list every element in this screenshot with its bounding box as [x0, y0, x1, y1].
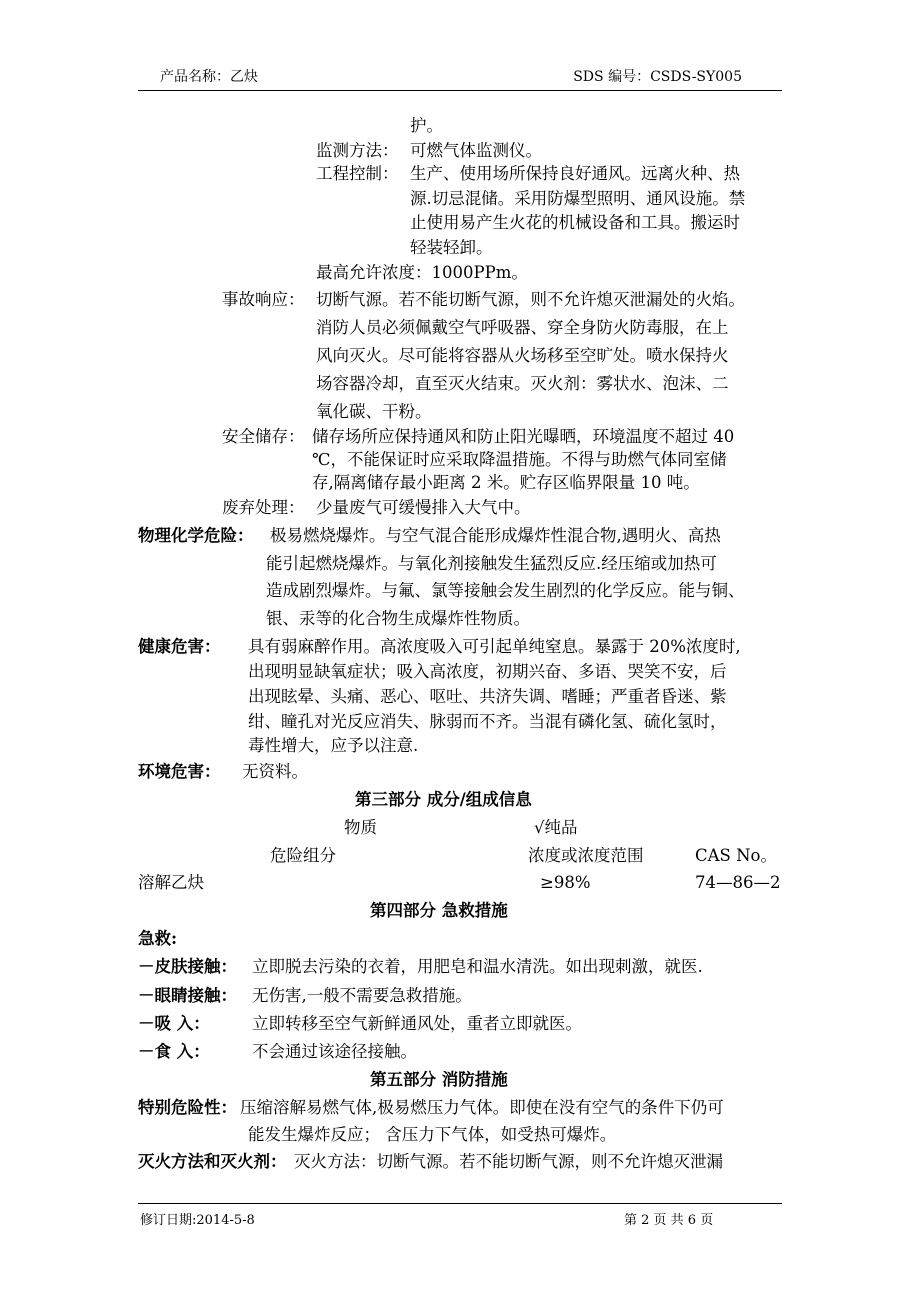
- inhalation-text: 立即转移至空气新鲜通风处，重者立即就医。: [252, 1014, 582, 1033]
- storage-line: ℃，不能保证时应采取降温措施。不得与助燃气体同室储: [312, 450, 727, 469]
- col-cas: CAS No。: [695, 846, 777, 865]
- env-label: 环境危害：: [138, 762, 221, 781]
- physchem-label: 物理化学危险：: [138, 526, 254, 545]
- monitoring-text: 可燃气体监测仪。: [410, 141, 542, 160]
- emergency-line: 切断气源。若不能切断气源，则不允许熄灭泄漏处的火焰。: [316, 290, 745, 309]
- env-text: 无资料。: [242, 762, 308, 781]
- storage-label: 安全储存：: [222, 427, 305, 446]
- part3-title: 第三部分 成分/组成信息: [355, 790, 532, 809]
- footer-revision-date: 修订日期:2014-5-8: [140, 1213, 255, 1228]
- physchem-line: 极易燃烧爆炸。与空气混合能形成爆炸性混合物,遇明火、高热: [270, 526, 721, 545]
- physchem-line: 能引起燃烧爆炸。与氧化剂接触发生猛烈反应.经压缩或加热可: [266, 554, 717, 573]
- fire-method-label: 灭火方法和灭火剂：: [138, 1152, 287, 1171]
- health-line: 出现眩晕、头痛、恶心、呕吐、共济失调、嗜睡；严重者昏迷、紫: [248, 687, 727, 706]
- ingestion-label: －食 入：: [138, 1042, 210, 1061]
- monitoring-label: 监测方法：: [316, 141, 399, 160]
- footer-divider: [138, 1203, 782, 1204]
- substance-value: √纯品: [534, 818, 578, 837]
- emergency-line: 风向灭火。尽可能将容器从火场移至空旷处。喷水保持火: [316, 346, 729, 365]
- engineering-line: 止使用易产生火花的机械设备和工具。搬运时: [410, 213, 740, 232]
- health-line: 毒性增大，应予以注意.: [248, 736, 419, 755]
- header-sds-number: SDS 编号：CSDS-SY005: [573, 69, 742, 85]
- storage-line: 储存场所应保持通风和防止阳光曝晒，环境温度不超过 40: [312, 427, 735, 446]
- row-concentration: ≥98%: [540, 873, 591, 892]
- col-concentration: 浓度或浓度范围: [528, 846, 644, 865]
- physchem-line: 银、汞等的化合物生成爆炸性物质。: [266, 609, 530, 628]
- max-concentration: 最高允许浓度：1000PPm。: [316, 263, 528, 282]
- health-line: 具有弱麻醉作用。高浓度吸入可引起单纯窒息。暴露于 20%浓度时,: [248, 637, 741, 656]
- emergency-label: 事故响应：: [222, 290, 305, 309]
- ingestion-text: 不会通过该途径接触。: [252, 1042, 417, 1061]
- health-line: 出现明显缺氧症状；吸入高浓度，初期兴奋、多语、哭笑不安，后: [248, 662, 727, 681]
- storage-line: 存,隔离储存最小距离 2 米。贮存区临界限量 10 吨。: [312, 473, 700, 492]
- inhalation-label: －吸 入：: [138, 1014, 210, 1033]
- emergency-line: 氧化碳、干粉。: [316, 402, 432, 421]
- engineering-line: 轻装轻卸。: [410, 238, 493, 257]
- skin-contact-text: 立即脱去污染的衣着，用肥皂和温水清洗。如出现刺激，就医.: [252, 957, 703, 976]
- engineering-line: 生产、使用场所保持良好通风。远离火种、热: [410, 164, 740, 183]
- disposal-text: 少量废气可缓慢排入大气中。: [316, 498, 531, 517]
- part5-title: 第五部分 消防措施: [370, 1070, 508, 1089]
- eye-contact-text: 无伤害,一般不需要急救措施。: [252, 986, 472, 1005]
- substance-label: 物质: [344, 818, 377, 837]
- emergency-line: 场容器冷却，直至灭火结束。灭火剂：雾状水、泡沫、二: [316, 374, 729, 393]
- first-aid-label: 急救:: [138, 929, 178, 948]
- protection-continued: 护。: [410, 116, 443, 135]
- footer-page-number: 第 2 页 共 6 页: [624, 1213, 714, 1228]
- health-line: 绀、瞳孔对光反应消失、脉弱而不齐。当混有磷化氢、硫化氢时，: [248, 712, 727, 731]
- disposal-label: 废弃处理：: [222, 498, 305, 517]
- physchem-line: 造成剧烈爆炸。与氟、氯等接触会发生剧烈的化学反应。能与铜、: [266, 581, 745, 600]
- header-divider: [138, 90, 782, 91]
- special-hazard-line: 能发生爆炸反应； 含压力下气体，如受热可爆炸。: [248, 1125, 617, 1144]
- skin-contact-label: －皮肤接触：: [138, 957, 237, 976]
- health-label: 健康危害：: [138, 637, 221, 656]
- row-cas: 74—86—2: [695, 873, 781, 892]
- engineering-label: 工程控制：: [316, 164, 399, 183]
- engineering-line: 源.切忌混储。采用防爆型照明、通风设施。禁: [410, 189, 746, 208]
- header-product-name: 产品名称：乙炔: [160, 69, 258, 85]
- emergency-line: 消防人员必须佩戴空气呼吸器、穿全身防火防毒服，在上: [316, 318, 729, 337]
- special-hazard-line: 压缩溶解易燃气体,极易燃压力气体。即使在没有空气的条件下仍可: [240, 1098, 724, 1117]
- fire-method-text: 灭火方法：切断气源。若不能切断气源，则不允许熄灭泄漏: [294, 1152, 723, 1171]
- part4-title: 第四部分 急救措施: [370, 901, 508, 920]
- col-component: 危险组分: [270, 846, 336, 865]
- special-hazard-label: 特别危险性：: [138, 1098, 237, 1117]
- eye-contact-label: －眼睛接触：: [138, 986, 237, 1005]
- row-component: 溶解乙炔: [138, 873, 204, 892]
